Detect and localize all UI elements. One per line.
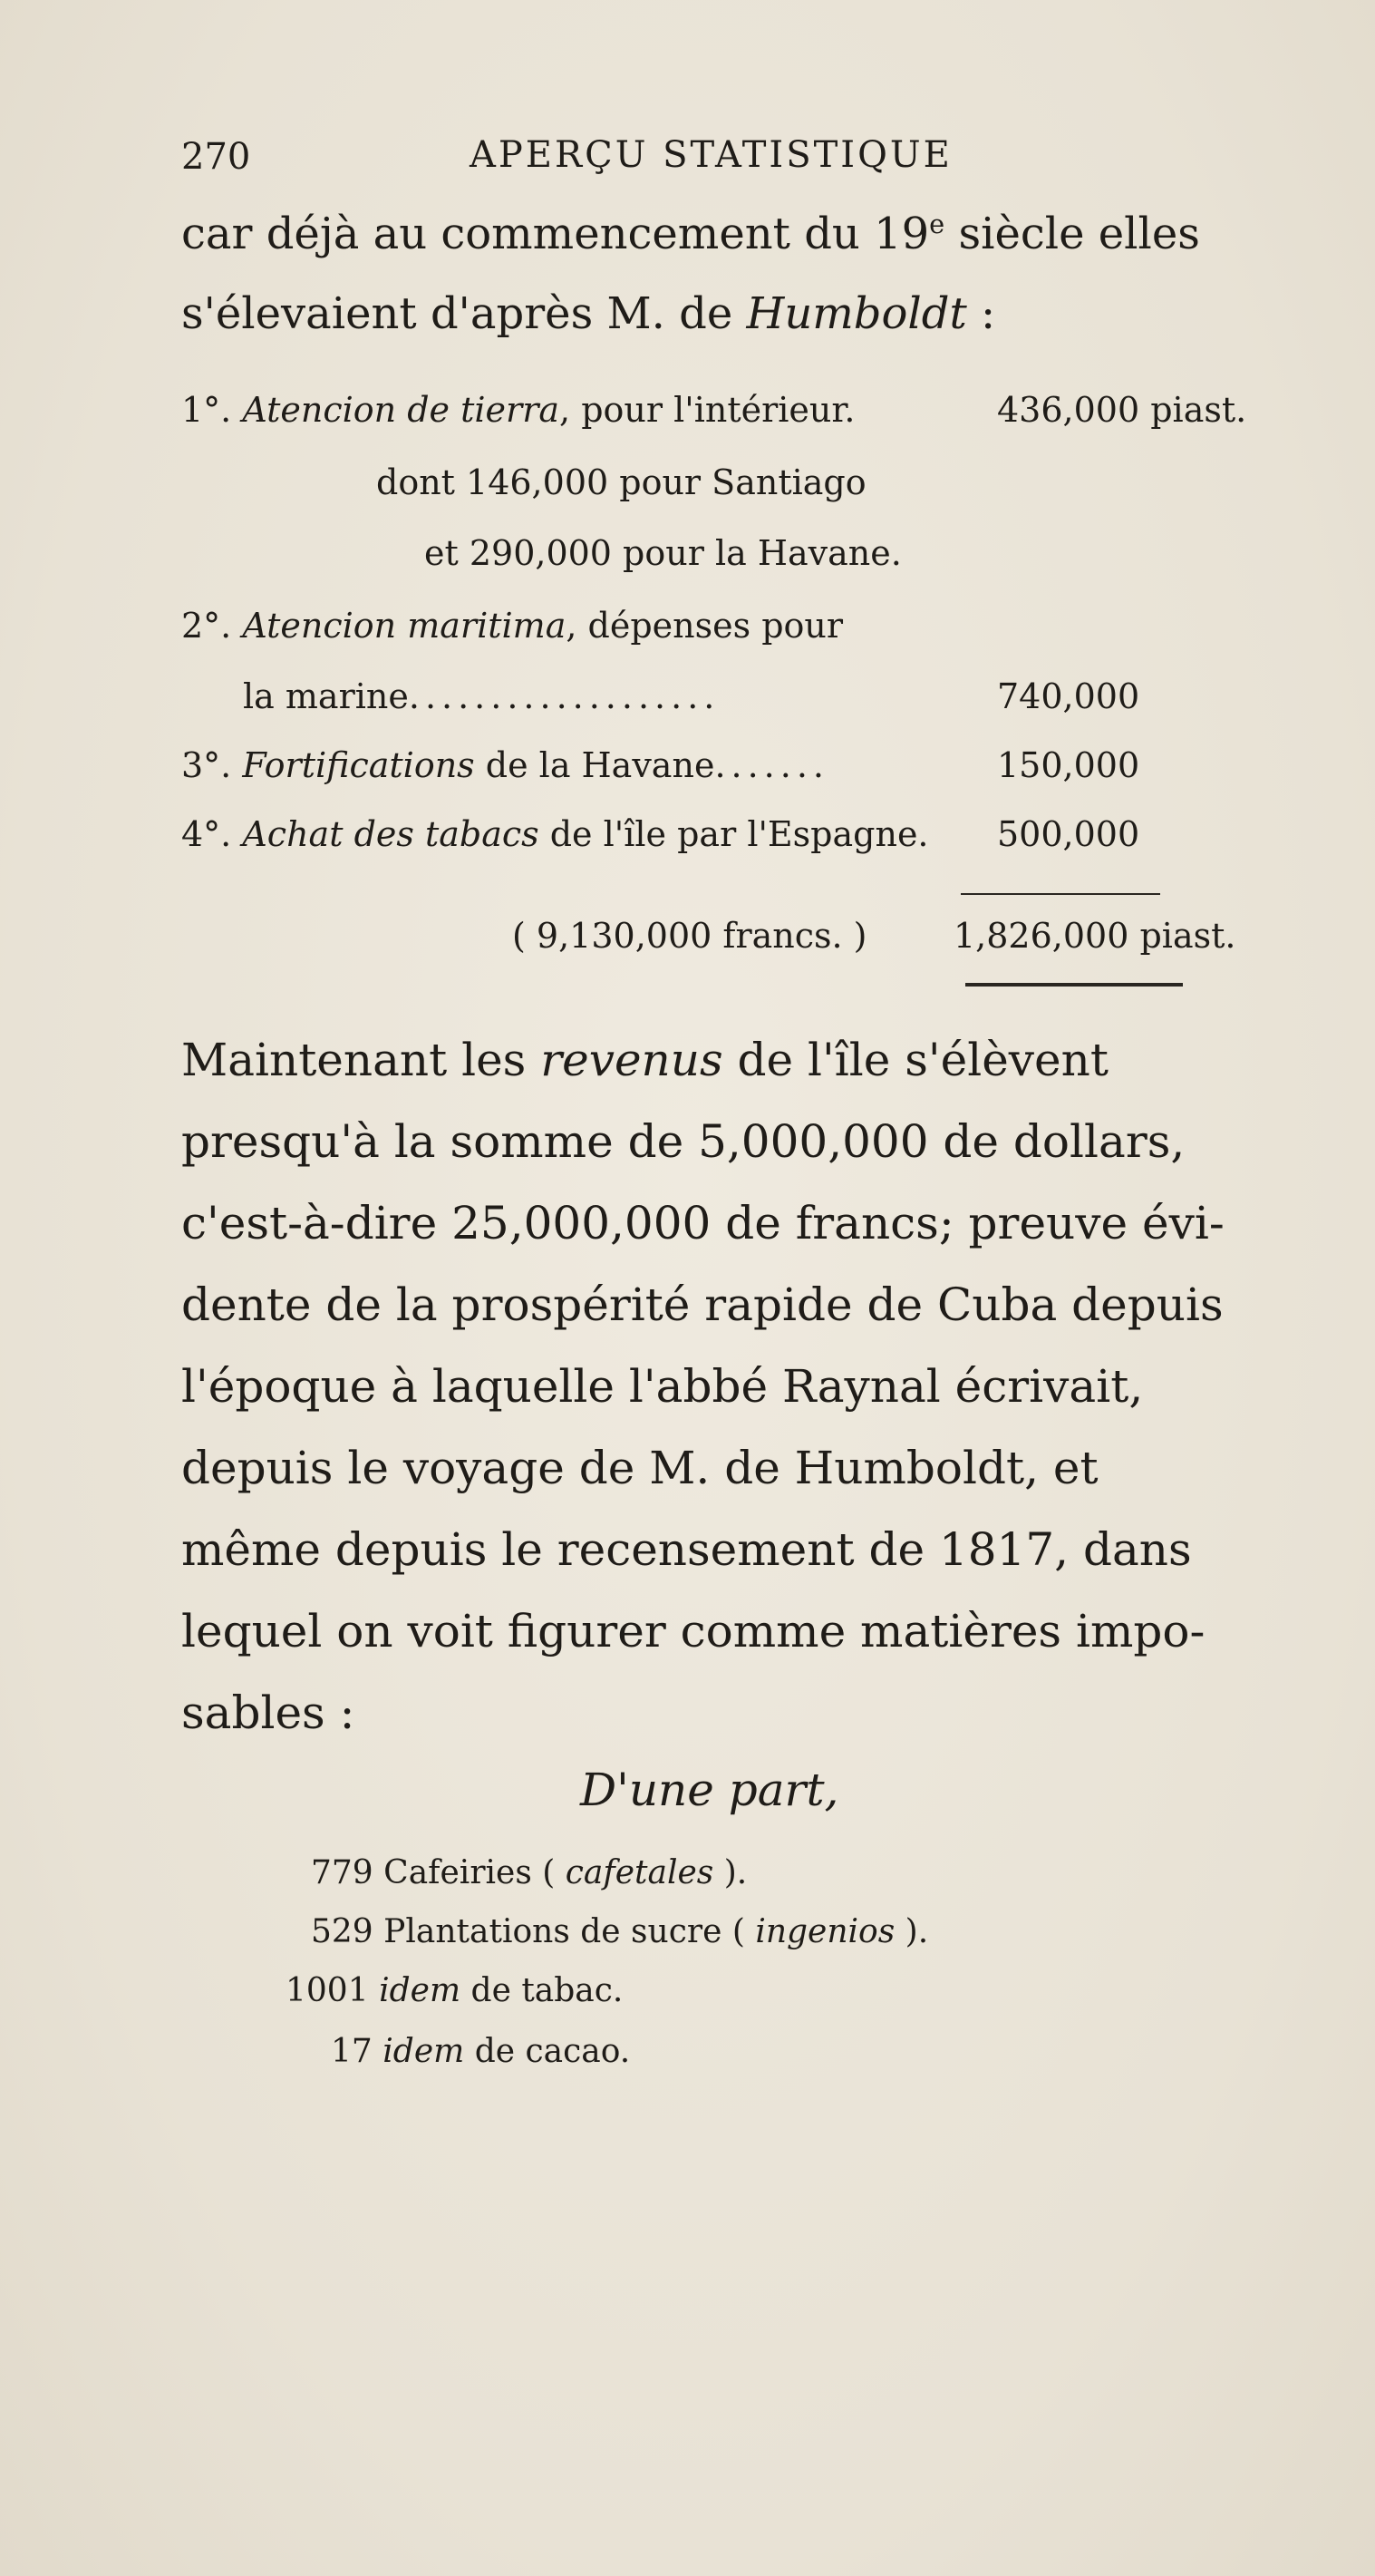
page-number: 270 bbox=[181, 136, 251, 178]
stat-item-2-line2: la marine................... bbox=[243, 676, 721, 716]
para-line-2: presqu'à la somme de 5,000,000 de dollars, bbox=[181, 1115, 1186, 1168]
list-item: 529 Plantations de sucre ( ingenios ). bbox=[311, 1913, 929, 1950]
para-line-4: dente de la prospérité rapide de Cuba depuis bbox=[181, 1278, 1224, 1331]
list-item: 779 Cafeiries ( cafetales ). bbox=[311, 1854, 748, 1891]
list-item: 1001 idem de tabac. bbox=[286, 1972, 624, 2009]
sum-rule-bottom bbox=[965, 983, 1183, 987]
para-line-8: lequel on voit figurer comme matières impo- bbox=[181, 1605, 1206, 1657]
para-line-9: sables : bbox=[181, 1687, 355, 1739]
para-line-3: c'est-à-dire 25,000,000 de francs; preuve évi- bbox=[181, 1197, 1225, 1249]
total-value: 1,826,000 piast. bbox=[954, 916, 1236, 956]
stat-item-3-value: 150,000 bbox=[997, 745, 1140, 785]
para-line-5: l'époque à laquelle l'abbé Raynal écrivait, bbox=[181, 1360, 1144, 1413]
intro-line-2: s'élevaient d'après M. de Humboldt : bbox=[181, 288, 996, 339]
para-line-1: Maintenant les revenus de l'île s'élèvent bbox=[181, 1034, 1109, 1086]
sum-rule-top bbox=[961, 893, 1160, 895]
para-line-6: depuis le voyage de M. de Humboldt, et bbox=[181, 1442, 1099, 1494]
section-heading: D'une part, bbox=[580, 1764, 839, 1816]
stat-item-4-value: 500,000 bbox=[997, 814, 1140, 854]
total-francs: ( 9,130,000 francs. ) bbox=[512, 916, 867, 956]
intro-line-1: car déjà au commencement du 19e siècle elles bbox=[181, 209, 1200, 259]
stat-item-4: 4°. Achat des tabacs de l'île par l'Espagne. bbox=[181, 814, 929, 854]
stat-item-3: 3°. Fortifications de la Havane....... bbox=[181, 745, 829, 785]
stat-item-1-sub1: dont 146,000 pour Santiago bbox=[376, 462, 867, 502]
stat-item-2: 2°. Atencion maritima, dépenses pour bbox=[181, 606, 844, 646]
para-line-7: même depuis le recensement de 1817, dans bbox=[181, 1523, 1192, 1576]
stat-item-1-value: 436,000 piast. bbox=[997, 390, 1247, 430]
stat-item-1-sub2: et 290,000 pour la Havane. bbox=[424, 533, 902, 573]
running-header: APERÇU STATISTIQUE bbox=[470, 134, 953, 176]
stat-item-2-value: 740,000 bbox=[997, 676, 1140, 716]
stat-item-1: 1°. Atencion de tierra, pour l'intérieur. bbox=[181, 390, 856, 430]
list-item: 17 idem de cacao. bbox=[331, 2033, 631, 2070]
